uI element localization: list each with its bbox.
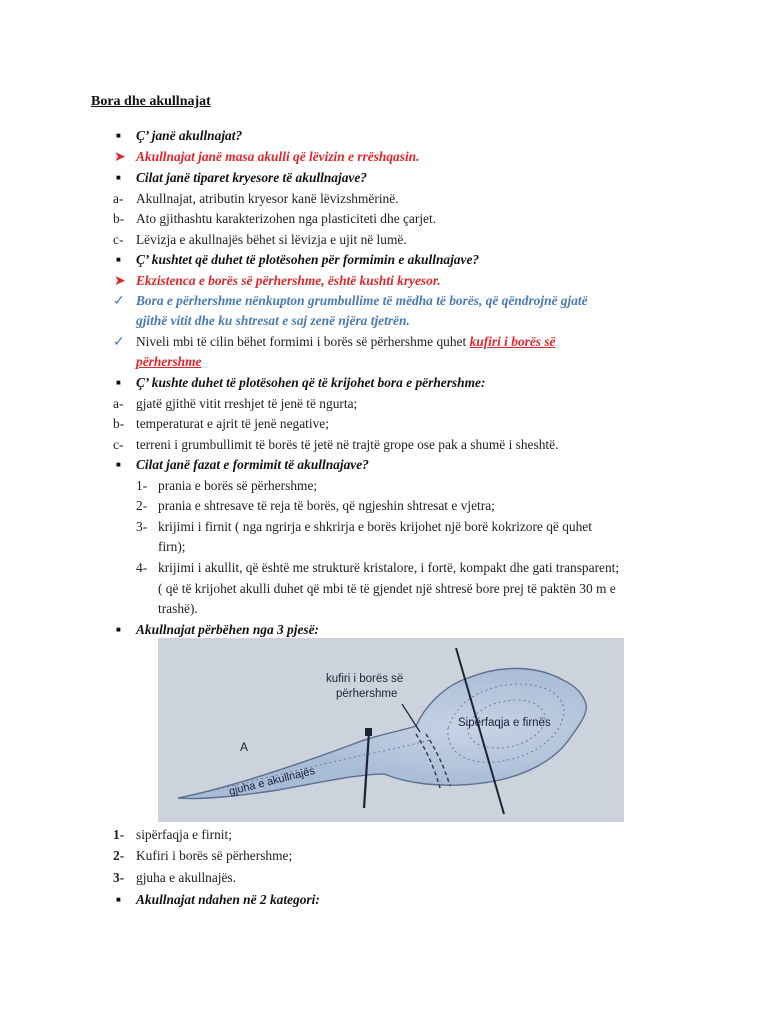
answer-main-condition: Ekzistenca e borës së përhershme, është kushti kryesor. [136, 273, 441, 288]
answer-glacier-definition: Akullnajat janë masa akulli që lëvizin e rrëshqasin. [136, 149, 420, 164]
snow-line-term-continued: përhershme [136, 354, 202, 369]
question-glacier-parts: Akullnajat përbëhen nga 3 pjesë: [136, 622, 320, 637]
question-glacier-categories: Akullnajat ndahen në 2 kategori: [136, 892, 320, 907]
arrow-bullet-icon: ➤ [114, 150, 126, 165]
square-bullet-icon: ■ [116, 378, 121, 387]
square-bullet-icon: ■ [116, 460, 121, 469]
question-glacier-features: Cilat janë tiparet kryesore të akullnajave? [136, 170, 367, 185]
square-bullet-icon: ■ [116, 895, 121, 904]
phase-item-1: prania e borës së përhershme; [158, 478, 318, 493]
list-marker-b: b- [113, 211, 125, 226]
snow-line-text: Niveli mbi të cilin bëhet formimi i borës së përhershme quhet [136, 334, 470, 349]
question-what-are-glaciers: Ç’ janë akullnajat? [136, 128, 243, 143]
question-formation-phases: Cilat janë fazat e formimit të akullnajave? [136, 457, 369, 472]
list-marker-a: a- [113, 191, 124, 206]
phase-item-3-line2: firn); [158, 539, 186, 554]
diagram-label-boundary-2: përhershme [336, 688, 398, 700]
square-bullet-icon: ■ [116, 625, 121, 634]
condition-item-c: terreni i grumbullimit të borës të jetë në trajtë grope ose pak a shumë i sheshtë. [136, 437, 559, 452]
feature-item-b: Ato gjithashtu karakterizohen nga plasticiteti dhe çarjet. [136, 211, 437, 226]
number-marker-4: 4- [136, 560, 148, 575]
phase-item-3-line1: krijimi i firnit ( nga ngrirja e shkrirja e borës krijohet një borë kokrizore që quhet [158, 519, 592, 534]
square-bullet-icon: ■ [116, 173, 121, 182]
checkmark-icon: ✓ [113, 335, 125, 350]
list-marker-c: c- [113, 232, 124, 247]
part-item-1: sipërfaqja e firnit; [136, 827, 232, 842]
phase-item-2: prania e shtresave të reja të borës, që ngjeshin shtresat e vjetra; [158, 498, 495, 513]
snow-line-term: kufiri i borës së [469, 334, 556, 349]
number-marker-3: 3- [113, 870, 125, 885]
part-item-2: Kufiri i borës së përhershme; [136, 848, 293, 863]
arrow-bullet-icon: ➤ [114, 274, 126, 289]
condition-item-a: gjatë gjithë vitit rreshjet të jenë të ngurta; [136, 396, 358, 411]
document-title: Bora dhe akullnajat [91, 94, 211, 109]
checkmark-icon: ✓ [113, 294, 125, 309]
number-marker-3: 3- [136, 519, 148, 534]
snow-line-definition [136, 333, 556, 350]
permanent-snow-definition-line2: gjithë vitit dhe ku shtresat e saj zenë njëra tjetrën. [136, 313, 410, 328]
phase-item-4-line1: krijimi i akullit, që është me strukturë kristalore, i fortë, kompakt dhe gati transparent; [158, 560, 620, 575]
diagram-label-firn: Sipërfaqja e firnës [458, 717, 551, 729]
phase-item-4-line3: trashë). [158, 601, 198, 616]
square-bullet-icon: ■ [116, 131, 121, 140]
square-bullet-icon: ■ [116, 255, 121, 264]
part-item-3: gjuha e akullnajës. [136, 870, 237, 885]
glacier-diagram [158, 638, 624, 822]
number-marker-1: 1- [113, 827, 125, 842]
condition-item-b: temperaturat e ajrit të jenë negative; [136, 416, 329, 431]
list-marker-b: b- [113, 416, 125, 431]
list-marker-a: a- [113, 396, 124, 411]
diagram-label-tongue: gjuha e akullnajës [227, 764, 317, 798]
list-marker-c: c- [113, 437, 124, 452]
number-marker-2: 2- [136, 498, 148, 513]
diagram-label-a: A [240, 740, 249, 754]
diagram-label-boundary-1: kufiri i borës së [326, 673, 404, 685]
number-marker-1: 1- [136, 478, 148, 493]
question-formation-conditions: Ç’ kushtet që duhet të plotësohen për formimin e akullnajave? [136, 252, 480, 267]
phase-item-4-line2: ( që të krijohet akulli duhet që mbi të të gjendet një shtresë bore prej të paktën 30 m e [158, 581, 616, 596]
feature-item-c: Lëvizja e akullnajës bëhet si lëvizja e ujit në lumë. [136, 232, 407, 247]
number-marker-2: 2- [113, 848, 125, 863]
permanent-snow-definition-line1: Bora e përhershme nënkupton grumbullime të mëdha të borës, që qëndrojnë gjatë [136, 293, 588, 308]
feature-item-a: Akullnajat, atributin kryesor kanë lëvizshmërinë. [136, 191, 399, 206]
question-permanent-snow-conditions: Ç’ kushte duhet të plotësohen që të krijohet bora e përhershme: [136, 375, 486, 390]
